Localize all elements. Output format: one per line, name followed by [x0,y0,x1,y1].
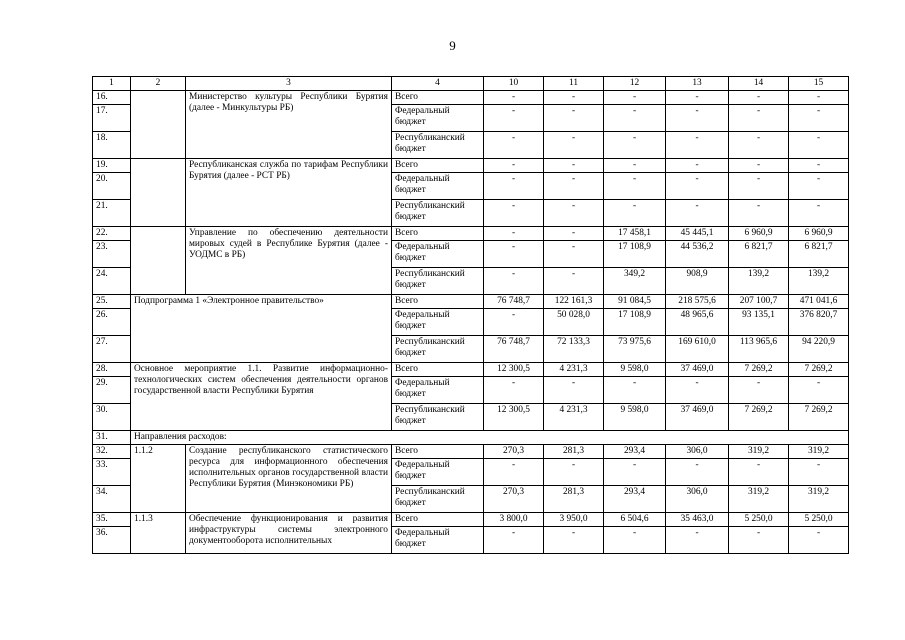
row-number: 36. [93,527,131,554]
value-cell: 3 800,0 [484,513,544,527]
value-cell: 5 250,0 [729,513,789,527]
value-cell: 45 445,1 [666,227,729,241]
table-row [93,295,849,309]
value-cell: - [544,132,604,159]
funding-source: Всего [392,445,484,459]
value-cell: - [484,159,544,173]
funding-source: Всего [392,227,484,241]
value-cell: - [604,159,666,173]
page-number: 9 [449,38,456,53]
value-cell: 37 469,0 [666,404,729,431]
value-cell: 376 820,7 [789,309,849,336]
value-cell: - [484,241,544,268]
value-cell: 139,2 [729,268,789,295]
value-cell: 93 135,1 [729,309,789,336]
value-cell: - [604,173,666,200]
value-cell: - [604,91,666,105]
value-cell: - [544,159,604,173]
value-cell: 9 598,0 [604,404,666,431]
value-cell: - [604,200,666,227]
value-cell: - [666,159,729,173]
value-cell: 169 610,0 [666,336,729,363]
agency-uodms: Управление по обеспечению деятельности мировых судей в Республике Бурятия (далее - УОДМС в РБ) [186,227,392,295]
funding-source: Республиканский бюджет [392,486,484,513]
code-cell: 1.1.3 [131,513,186,554]
item-1-1-2: Создание республиканского статистического ресурса для информационного обеспечения исполнительных органов государственной власти Республики Бурятия (Минэкономики РБ) [186,445,392,513]
value-cell: 6 821,7 [789,241,849,268]
row-number: 24. [93,268,131,295]
value-cell: 6 821,7 [729,241,789,268]
value-cell: 12 300,5 [484,363,544,377]
value-cell: - [666,377,729,404]
value-cell: 12 300,5 [484,404,544,431]
funding-source: Всего [392,363,484,377]
row-number: 27. [93,336,131,363]
value-cell: 319,2 [729,445,789,459]
value-cell: - [789,459,849,486]
value-cell: 319,2 [789,445,849,459]
value-cell: - [729,200,789,227]
value-cell: 73 975,6 [604,336,666,363]
funding-source: Всего [392,159,484,173]
agency-rst: Республиканская служба по тарифам Республики Бурятия (далее - РСТ РБ) [186,159,392,227]
value-cell: 293,4 [604,486,666,513]
subprogram-title: Подпрограмма 1 «Электронное правительство» [131,295,392,363]
value-cell: - [666,132,729,159]
value-cell: - [484,105,544,132]
value-cell: - [484,309,544,336]
row-number: 31. [93,431,131,445]
value-cell: 306,0 [666,486,729,513]
table-body [93,77,849,554]
value-cell: 5 250,0 [789,513,849,527]
table-row [93,159,849,173]
table-row [93,363,849,377]
row-number: 19. [93,159,131,173]
budget-table [92,76,849,554]
funding-source: Республиканский бюджет [392,336,484,363]
value-cell: 7 269,2 [729,363,789,377]
value-cell: - [729,377,789,404]
row-number: 34. [93,486,131,513]
value-cell: - [484,200,544,227]
row-number: 28. [93,363,131,377]
funding-source: Федеральный бюджет [392,459,484,486]
value-cell: 76 748,7 [484,295,544,309]
row-number: 23. [93,241,131,268]
item-1-1-3: Обеспечение функционирования и развития инфраструктуры системы электронного документооборота исполнительных [186,513,392,554]
value-cell: 270,3 [484,486,544,513]
value-cell: 6 960,9 [729,227,789,241]
measure-title: Основное мероприятие 1.1. Развитие информационно-технологических систем обеспечения деятельности органов государственной власти Республики Бурятия [131,363,392,431]
row-number: 29. [93,377,131,404]
header-cell: 1 [93,77,131,91]
value-cell: 17 458,1 [604,227,666,241]
row-number: 16. [93,91,131,105]
value-cell: 17 108,9 [604,241,666,268]
row-number: 30. [93,404,131,431]
value-cell: 270,3 [484,445,544,459]
value-cell: - [484,227,544,241]
value-cell: - [729,159,789,173]
funding-source: Федеральный бюджет [392,173,484,200]
code-cell [131,91,186,159]
value-cell: - [484,173,544,200]
value-cell: 471 041,6 [789,295,849,309]
funding-source: Республиканский бюджет [392,200,484,227]
value-cell: - [789,173,849,200]
value-cell: 207 100,7 [729,295,789,309]
header-row [93,77,849,91]
row-number: 35. [93,513,131,527]
value-cell: 293,4 [604,445,666,459]
value-cell: 48 965,6 [666,309,729,336]
value-cell: 319,2 [729,486,789,513]
value-cell: - [604,459,666,486]
table-row [93,91,849,105]
value-cell: - [544,200,604,227]
header-cell: 3 [186,77,392,91]
value-cell: 9 598,0 [604,363,666,377]
value-cell: 72 133,3 [544,336,604,363]
funding-source: Республиканский бюджет [392,132,484,159]
row-number: 22. [93,227,131,241]
funding-source: Всего [392,295,484,309]
row-number: 21. [93,200,131,227]
value-cell: - [544,377,604,404]
value-cell: - [544,105,604,132]
header-cell: 13 [666,77,729,91]
value-cell: - [789,200,849,227]
value-cell: - [789,527,849,554]
value-cell: - [666,527,729,554]
value-cell: - [544,459,604,486]
table-row [93,431,849,445]
value-cell: - [729,91,789,105]
row-number: 32. [93,445,131,459]
row-number: 18. [93,132,131,159]
value-cell: - [729,527,789,554]
value-cell: - [484,459,544,486]
value-cell: 218 575,6 [666,295,729,309]
value-cell: - [544,91,604,105]
row-number: 25. [93,295,131,309]
row-number: 26. [93,309,131,336]
value-cell: - [666,91,729,105]
value-cell: 50 028,0 [544,309,604,336]
value-cell: - [729,173,789,200]
funding-source: Федеральный бюджет [392,105,484,132]
value-cell: 306,0 [666,445,729,459]
value-cell: 94 220,9 [789,336,849,363]
value-cell: - [484,268,544,295]
value-cell: - [729,105,789,132]
value-cell: 349,2 [604,268,666,295]
value-cell: 37 469,0 [666,363,729,377]
value-cell: - [604,527,666,554]
value-cell: - [484,91,544,105]
value-cell: 4 231,3 [544,404,604,431]
header-cell: 11 [544,77,604,91]
header-cell: 4 [392,77,484,91]
value-cell: - [484,132,544,159]
value-cell: 908,9 [666,268,729,295]
value-cell: - [789,377,849,404]
value-cell: 7 269,2 [789,363,849,377]
value-cell: - [666,173,729,200]
value-cell: - [544,241,604,268]
funding-source: Республиканский бюджет [392,268,484,295]
value-cell: - [544,227,604,241]
value-cell: 6 504,6 [604,513,666,527]
header-cell: 10 [484,77,544,91]
table-row [93,513,849,527]
value-cell: - [604,377,666,404]
value-cell: 17 108,9 [604,309,666,336]
funding-source: Федеральный бюджет [392,377,484,404]
agency-minkult: Министерство культуры Республики Бурятия (далее - Минкультуры РБ) [186,91,392,159]
funding-source: Федеральный бюджет [392,241,484,268]
value-cell: - [789,159,849,173]
value-cell: - [789,132,849,159]
row-number: 33. [93,459,131,486]
value-cell: 35 463,0 [666,513,729,527]
value-cell: 91 084,5 [604,295,666,309]
funding-source: Федеральный бюджет [392,309,484,336]
value-cell: - [729,132,789,159]
value-cell: - [666,105,729,132]
value-cell: - [789,105,849,132]
funding-source: Всего [392,513,484,527]
code-cell [131,159,186,227]
value-cell: - [666,459,729,486]
value-cell: - [544,527,604,554]
value-cell: - [789,91,849,105]
value-cell: 3 950,0 [544,513,604,527]
value-cell: 281,3 [544,486,604,513]
table-row [93,445,849,459]
value-cell: 113 965,6 [729,336,789,363]
value-cell: 7 269,2 [729,404,789,431]
value-cell: - [666,200,729,227]
value-cell: - [544,173,604,200]
value-cell: 139,2 [789,268,849,295]
header-cell: 14 [729,77,789,91]
value-cell: 7 269,2 [789,404,849,431]
value-cell: 281,3 [544,445,604,459]
value-cell: 319,2 [789,486,849,513]
value-cell: - [544,268,604,295]
funding-source: Всего [392,91,484,105]
value-cell: 76 748,7 [484,336,544,363]
row-number: 20. [93,173,131,200]
value-cell: 4 231,3 [544,363,604,377]
value-cell: 44 536,2 [666,241,729,268]
code-cell [131,227,186,295]
header-cell: 15 [789,77,849,91]
header-cell: 2 [131,77,186,91]
value-cell: - [729,459,789,486]
row-number: 17. [93,105,131,132]
section-heading: Направления расходов: [131,431,849,445]
value-cell: - [484,527,544,554]
value-cell: - [604,132,666,159]
funding-source: Республиканский бюджет [392,404,484,431]
value-cell: - [484,377,544,404]
value-cell: - [604,105,666,132]
value-cell: 122 161,3 [544,295,604,309]
code-cell: 1.1.2 [131,445,186,513]
table-row [93,227,849,241]
value-cell: 6 960,9 [789,227,849,241]
header-cell: 12 [604,77,666,91]
funding-source: Федеральный бюджет [392,527,484,554]
